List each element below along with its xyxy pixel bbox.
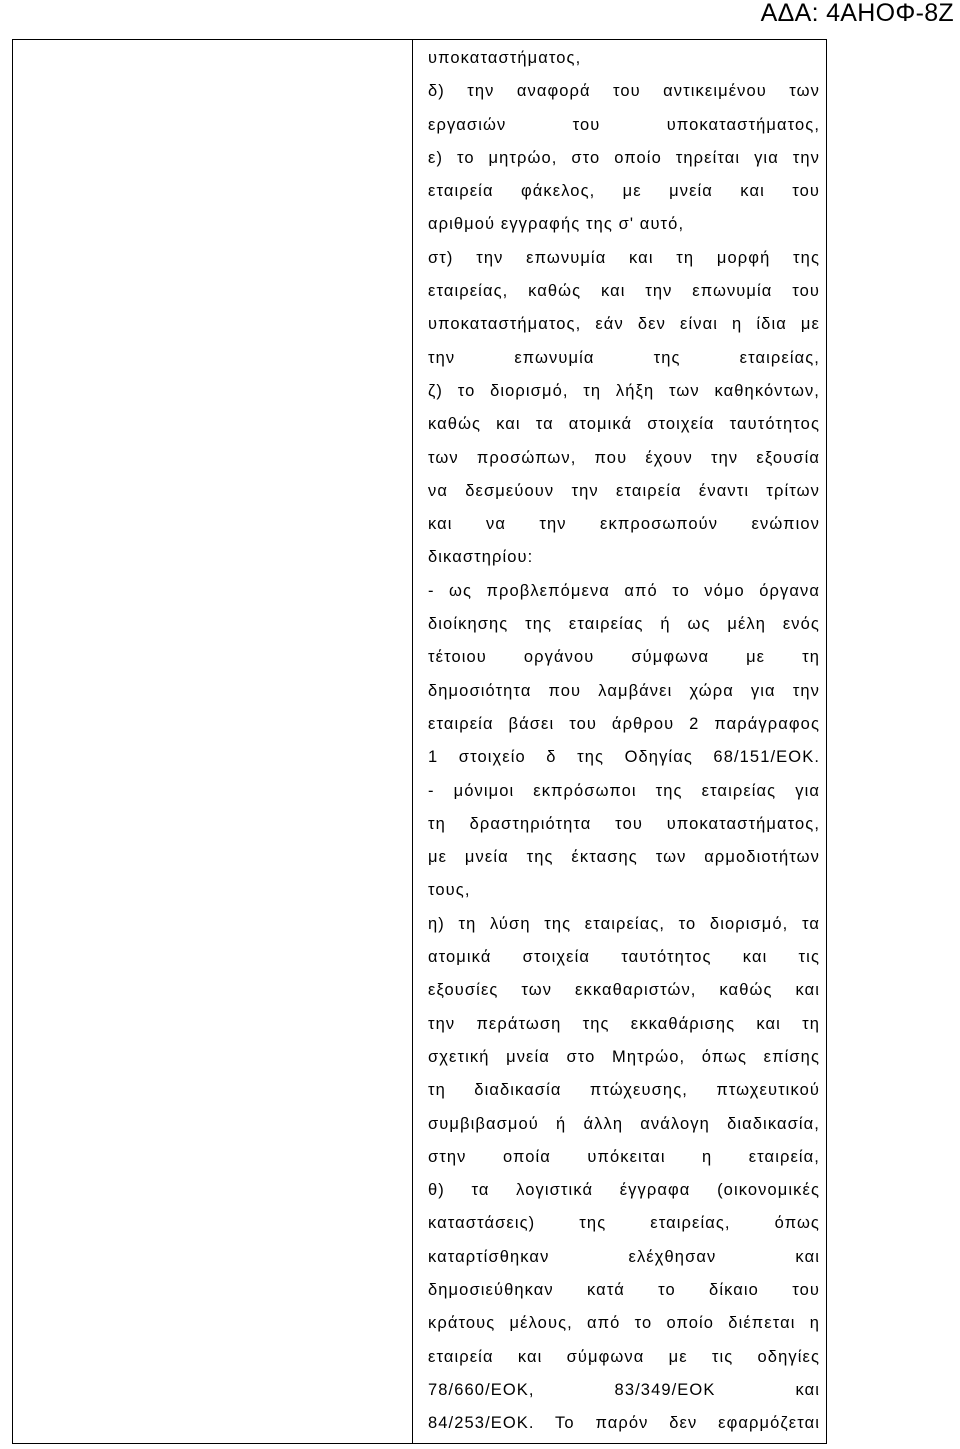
text-line: - ως προβλεπόμενα από το νόμο όργανα <box>428 581 820 600</box>
text-line: με μνεία της έκτασης των αρμοδιοτήτων <box>428 848 820 867</box>
text-line: τέτοιου οργάνου σύμφωνα με τη <box>428 648 820 667</box>
text-line: καταστάσεις) της εταιρείας, όπως <box>428 1214 820 1233</box>
text-line: 1 στοιχείο δ της Οδηγίας 68/151/ΕΟΚ. <box>428 748 820 767</box>
text-line: ε) το μητρώο, στο οποίο τηρείται για την <box>428 148 820 167</box>
text-line: δημοσιότητα που λαμβάνει χώρα για την <box>428 681 820 700</box>
text-line: τους, <box>428 881 471 900</box>
text-line: δικαστηρίου: <box>428 548 534 567</box>
ada-code: ΑΔΑ: 4ΑΗΟΦ-8Ζ <box>760 0 954 27</box>
text-line: συμβιβασμού ή άλλη ανάλογη διαδικασία, <box>428 1114 820 1133</box>
text-line: θ) τα λογιστικά έγγραφα (οικονομικές <box>428 1181 820 1200</box>
text-line: εξουσίες των εκκαθαριστών, καθώς και <box>428 981 820 1000</box>
text-line: υποκαταστήματος, <box>428 49 582 67</box>
text-line: 84/253/ΕΟΚ. Το παρόν δεν εφαρμόζεται <box>428 1414 820 1433</box>
text-line: δημοσιεύθηκαν κατά το δίκαιο του <box>428 1280 820 1299</box>
text-cell <box>414 40 826 1443</box>
text-line: εταιρείας, καθώς και την επωνυμία του <box>428 282 820 301</box>
text-line: υποκαταστήματος, εάν δεν είναι η ίδια με <box>428 315 820 334</box>
text-line: και να την εκπροσωπούν ενώπιον <box>428 515 820 534</box>
document-table <box>12 39 827 1444</box>
text-line: των προσώπων, που έχουν την εξουσία <box>428 448 820 467</box>
text-line: καθώς και τα ατομικά στοιχεία ταυτότητος <box>428 415 820 434</box>
text-line: η) τη λύση της εταιρείας, το διορισμό, τα <box>428 914 820 933</box>
text-line: την επωνυμία της εταιρείας, <box>428 348 820 367</box>
text-line: τη δραστηριότητα του υποκαταστήματος, <box>428 814 820 833</box>
text-line: εταιρεία φάκελος, με μνεία και του <box>428 182 820 201</box>
text-line: κράτους μέλους, από το οποίο διέπεται η <box>428 1314 820 1333</box>
text-line: εταιρεία βάσει του άρθρου 2 παράγραφος <box>428 714 820 733</box>
text-line: εταιρεία και σύμφωνα με τις οδηγίες <box>428 1347 820 1366</box>
text-line: ζ) το διορισμό, τη λήξη των καθηκόντων, <box>428 381 820 400</box>
text-line: διοίκησης της εταιρείας ή ως μέλη ενός <box>428 615 820 634</box>
empty-left-cell <box>13 40 413 1443</box>
text-line: - μόνιμοι εκπρόσωποι της εταιρείας για <box>428 781 820 800</box>
text-line: στ) την επωνυμία και τη μορφή της <box>428 248 820 267</box>
text-line: δ) την αναφορά του αντικειμένου των <box>428 82 820 101</box>
text-line: την περάτωση της εκκαθάρισης και τη <box>428 1014 820 1033</box>
text-line: εργασιών του υποκαταστήματος, <box>428 115 820 134</box>
text-line: ατομικά στοιχεία ταυτότητος και τις <box>428 948 820 967</box>
text-line: σχετική μνεία στο Μητρώο, όπως επίσης <box>428 1047 820 1066</box>
text-line: αριθμού εγγραφής της σ' αυτό, <box>428 215 685 234</box>
text-line: καταρτίσθηκαν ελέχθησαν και <box>428 1247 820 1266</box>
text-line: να δεσμεύουν την εταιρεία έναντι τρίτων <box>428 481 820 500</box>
text-line: τη διαδικασία πτώχευσης, πτωχευτικού <box>428 1081 820 1100</box>
text-line: 78/660/ΕΟΚ, 83/349/ΕΟΚ και <box>428 1380 820 1399</box>
text-line: στην οποία υπόκειται η εταιρεία, <box>428 1147 820 1166</box>
